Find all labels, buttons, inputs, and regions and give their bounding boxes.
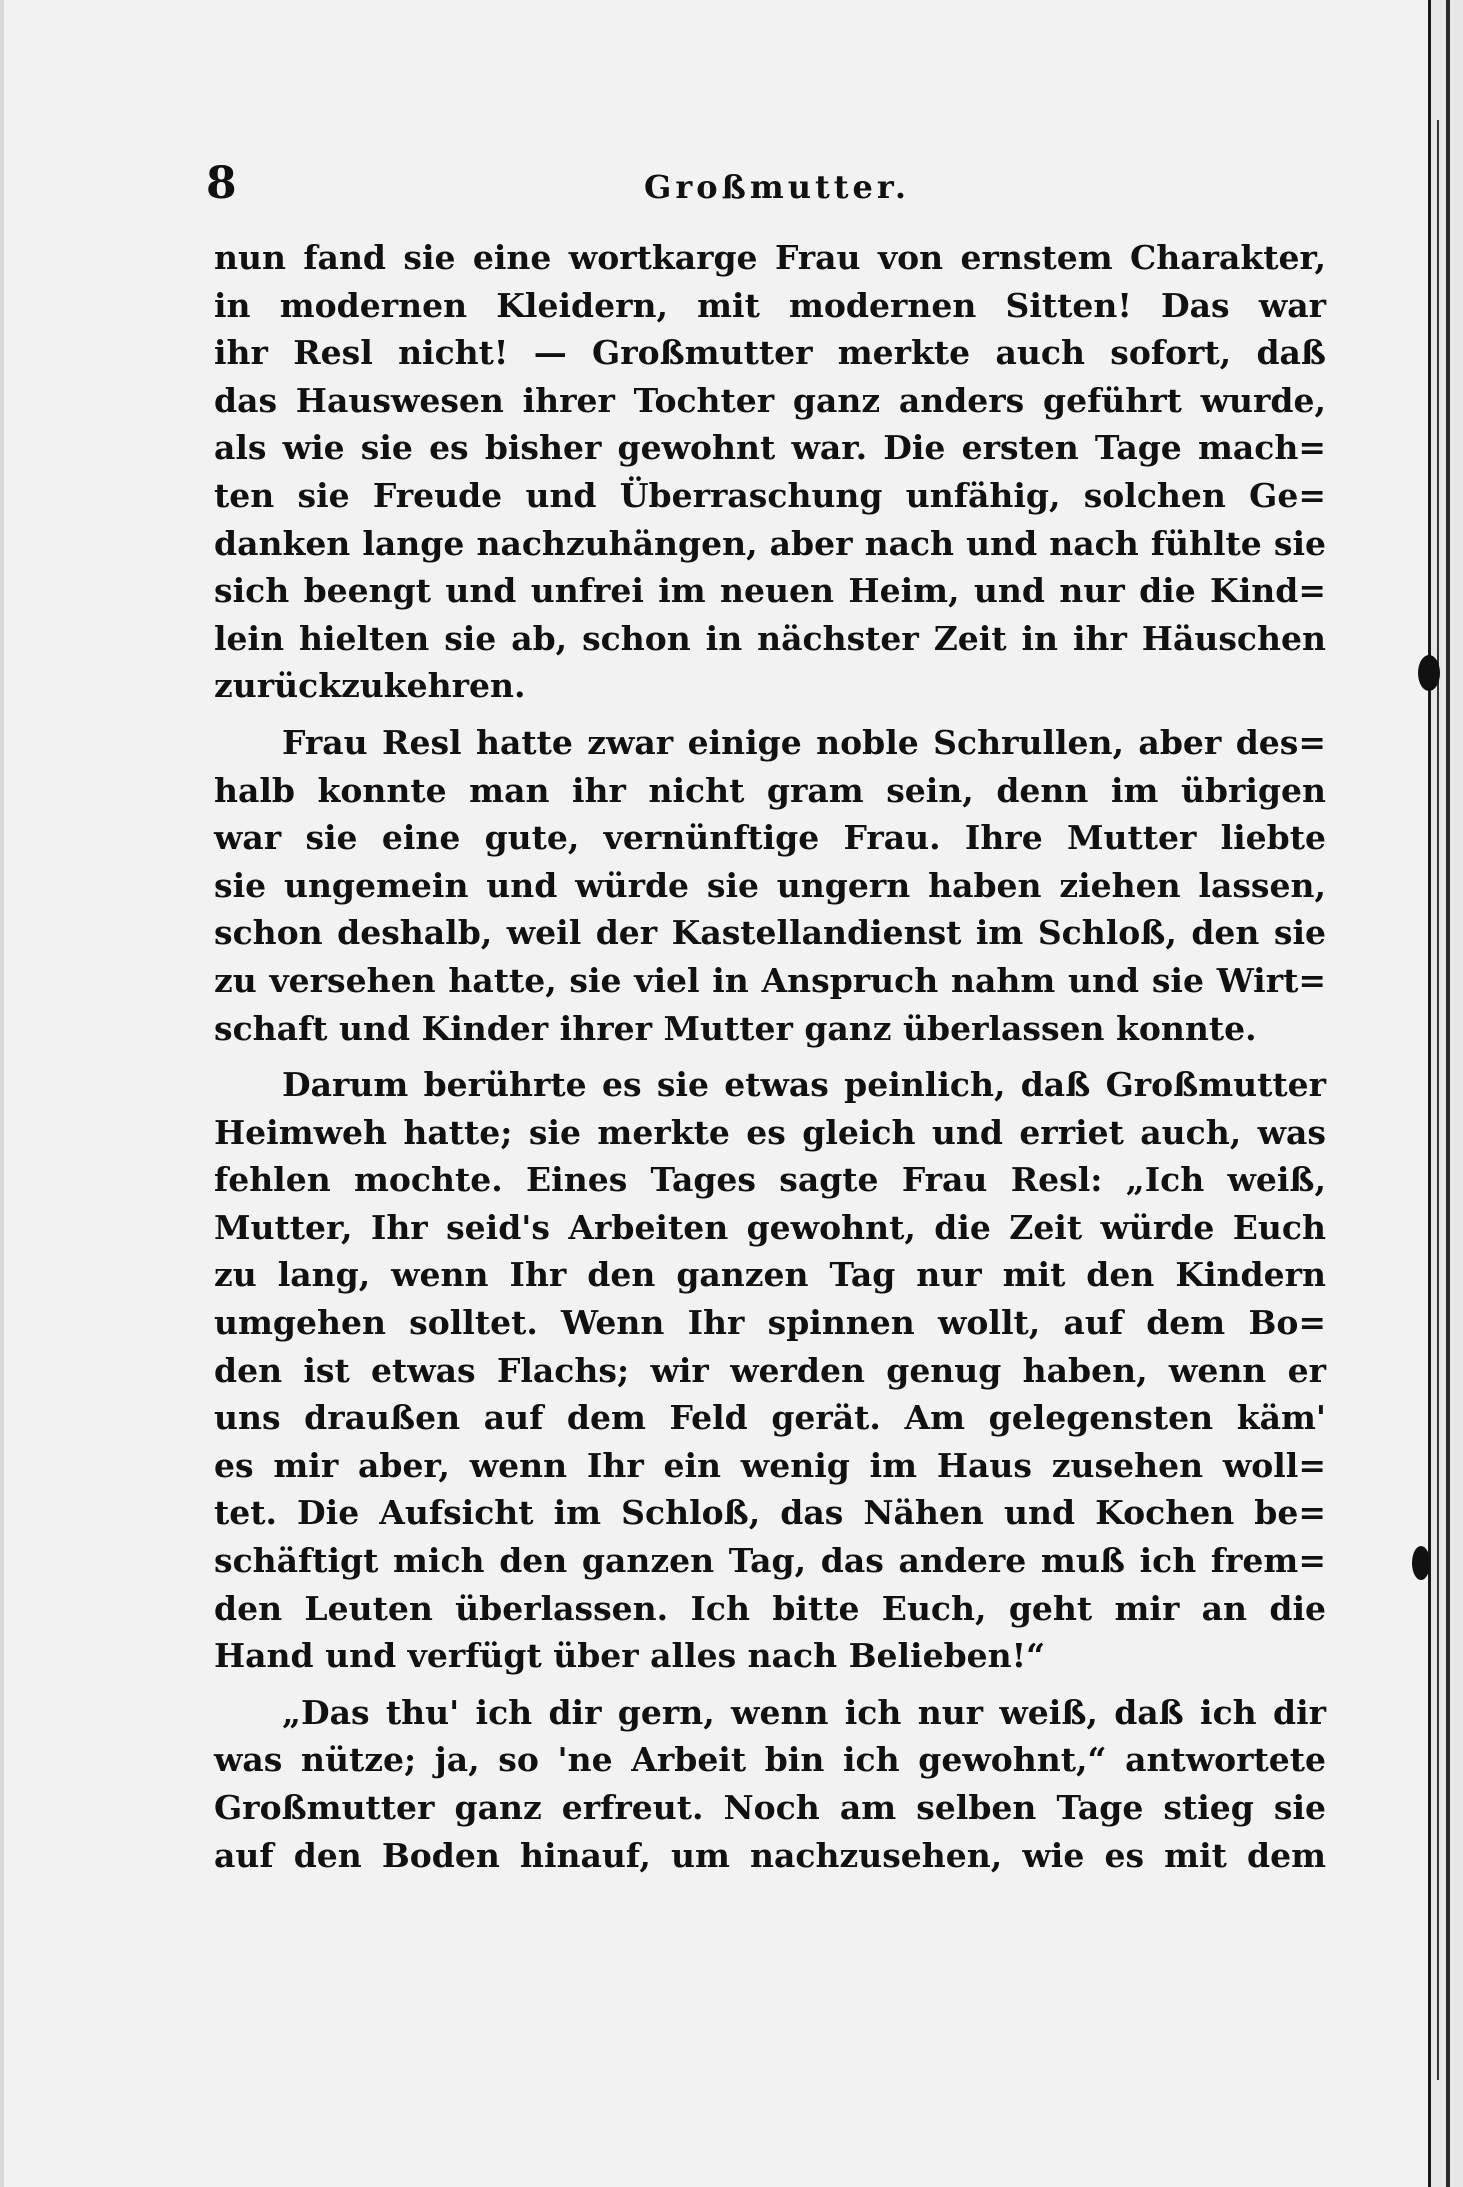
text-line: auf den Boden hinauf, um nachzusehen, wie es mit dem [214, 1835, 1326, 1875]
text-line: „Das thu' ich dir gern, wenn ich nur weiß, daß ich dir [282, 1692, 1326, 1732]
text-line: Großmutter ganz erfreut. Noch am selben Tage stieg sie [214, 1788, 1326, 1827]
text-line: zu versehen hatte, sie viel in Anspruch nahm und sie Wirt= [214, 960, 1326, 1000]
book-spine-line [1437, 120, 1439, 2080]
text-line: nun fand sie eine wortkarge Frau von ernstem Charakter, [214, 238, 1326, 277]
text-line: Darum berührte es sie etwas peinlich, daß Großmutter [282, 1065, 1326, 1105]
text-line: Mutter, Ihr seid's Arbeiten gewohnt, die Zeit würde Euch [214, 1207, 1326, 1247]
text-line: schäftigt mich den ganzen Tag, das andere muß ich frem= [214, 1541, 1326, 1581]
text-line: was nütze; ja, so 'ne Arbeit bin ich gewohnt,“ antwortete [214, 1740, 1326, 1780]
text-line: den Leuten überlassen. Ich bitte Euch, geht mir an die [214, 1588, 1326, 1628]
text-line: umgehen solltet. Wenn Ihr spinnen wollt, auf dem Bo= [214, 1303, 1326, 1343]
page-header [206, 158, 1326, 218]
text-line: Heimweh hatte; sie merkte es gleich und erriet auch, was [214, 1112, 1326, 1152]
text-line: war sie eine gute, vernünftige Frau. Ihre Mutter liebte [214, 818, 1326, 858]
text-line: schon deshalb, weil der Kastellandienst im Schloß, den sie [214, 913, 1326, 953]
text-line: das Hauswesen ihrer Tochter ganz anders geführt wurde, [214, 380, 1326, 420]
text-line: als wie sie es bisher gewohnt war. Die ersten Tage mach= [214, 428, 1326, 468]
text-line: Hand und verfügt über alles nach Belieben!“ [214, 1636, 1046, 1676]
text-line: danken lange nachzuhängen, aber nach und nach fühlte sie [214, 523, 1326, 563]
page-number: 8 [206, 158, 237, 209]
ink-blot [1418, 655, 1440, 691]
book-spine-line [1446, 0, 1450, 2187]
text-line: zu lang, wenn Ihr den ganzen Tag nur mit den Kindern [214, 1255, 1326, 1295]
paragraph [214, 719, 1326, 1052]
text-line: tet. Die Aufsicht im Schloß, das Nähen und Kochen be= [214, 1493, 1326, 1533]
body-text [214, 234, 1326, 1879]
text-line: lein hielten sie ab, schon in nächster Zeit in ihr Häuschen [214, 618, 1326, 658]
text-line: uns draußen auf dem Feld gerät. Am gelegensten käm' [214, 1398, 1326, 1438]
text-line: schaft und Kinder ihrer Mutter ganz überlassen konnte. [214, 1008, 1257, 1048]
text-line: halb konnte man ihr nicht gram sein, denn im übrigen [214, 770, 1326, 810]
text-line: Frau Resl hatte zwar einige noble Schrullen, aber des= [282, 722, 1326, 762]
page-left-edge [0, 0, 4, 2187]
paragraph [214, 234, 1326, 710]
running-head: Großmutter. [644, 168, 910, 206]
text-line: ten sie Freude und Überraschung unfähig, solchen Ge= [214, 475, 1326, 515]
ink-blot [1412, 1546, 1430, 1580]
text-line: in modernen Kleidern, mit modernen Sitten! Das war [214, 285, 1326, 325]
book-spine-line [1428, 0, 1431, 2187]
text-line: sie ungemein und würde sie ungern haben ziehen lassen, [214, 865, 1326, 905]
paragraph [214, 1061, 1326, 1680]
text-line: sich beengt und unfrei im neuen Heim, und nur die Kind= [214, 571, 1326, 611]
text-line: es mir aber, wenn Ihr ein wenig im Haus zusehen woll= [214, 1445, 1326, 1485]
text-line: fehlen mochte. Eines Tages sagte Frau Resl: „Ich weiß, [214, 1160, 1326, 1200]
text-line: ihr Resl nicht! — Großmutter merkte auch sofort, daß [214, 333, 1326, 373]
text-line: den ist etwas Flachs; wir werden genug haben, wenn er [214, 1350, 1326, 1390]
text-line: zurückzukehren. [214, 666, 526, 706]
paragraph [214, 1689, 1326, 1879]
